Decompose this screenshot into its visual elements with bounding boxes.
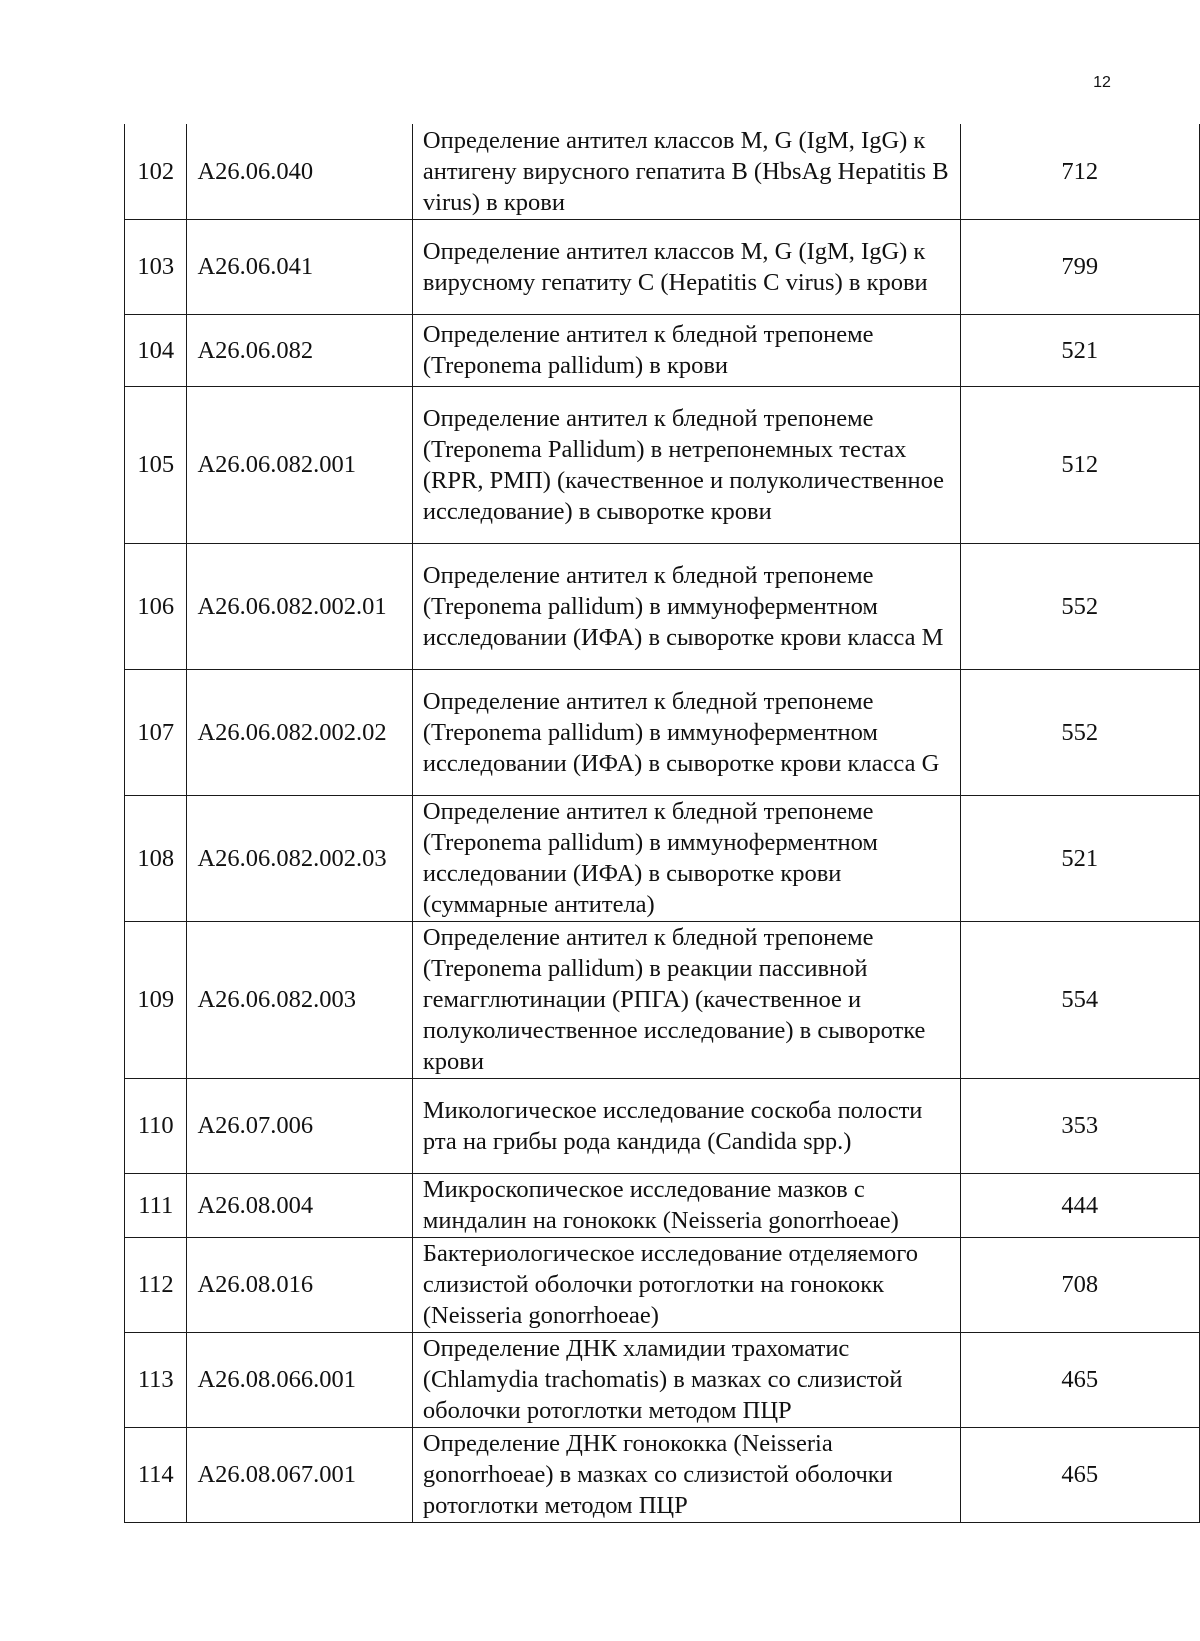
row-number: 104 [125, 314, 187, 386]
service-code: А26.06.082 [187, 314, 412, 386]
row-number: 109 [125, 921, 187, 1078]
service-code: А26.08.066.001 [187, 1332, 412, 1427]
service-code: А26.08.016 [187, 1237, 412, 1332]
service-code: А26.06.082.001 [187, 386, 412, 543]
service-price: 552 [960, 543, 1199, 669]
service-price: 708 [960, 1237, 1199, 1332]
service-code: А26.06.082.002.02 [187, 669, 412, 795]
service-price: 444 [960, 1173, 1199, 1237]
service-price: 521 [960, 795, 1199, 921]
service-code: А26.08.004 [187, 1173, 412, 1237]
table-row [125, 124, 1200, 219]
page-number: 12 [1093, 74, 1111, 91]
service-name: Определение ДНК хламидии трахоматис (Chlamydia trachomatis) в мазках со слизистой оболочки ротоглотки методом ПЦР [412, 1332, 960, 1427]
row-number: 108 [125, 795, 187, 921]
service-name: Микологическое исследование соскоба полости рта на грибы рода кандида (Candida spp.) [412, 1078, 960, 1173]
table-row [125, 1078, 1200, 1173]
service-name: Бактериологическое исследование отделяемого слизистой оболочки ротоглотки на гонококк (Neisseria gonorrhoeae) [412, 1237, 960, 1332]
service-price: 465 [960, 1332, 1199, 1427]
service-code: А26.06.082.002.03 [187, 795, 412, 921]
table-row [125, 219, 1200, 314]
row-number: 110 [125, 1078, 187, 1173]
row-number: 107 [125, 669, 187, 795]
service-code: А26.06.041 [187, 219, 412, 314]
row-number: 111 [125, 1173, 187, 1237]
service-name: Определение антител классов М, G (IgM, IgG) к вирусному гепатиту С (Hepatitis С virus) в крови [412, 219, 960, 314]
service-name: Определение антител к бледной трепонеме (Treponema pallidum) в реакции пассивной гемагглютинации (РПГА) (качественное и полуколичественное исследование) в сыворотке крови [412, 921, 960, 1078]
service-name: Определение антител к бледной трепонеме (Treponema pallidum) в иммуноферментном исследовании (ИФА) в сыворотке крови (суммарные антитела) [412, 795, 960, 921]
service-name: Определение антител к бледной трепонеме (Treponema pallidum) в иммуноферментном исследовании (ИФА) в сыворотке крови класса М [412, 543, 960, 669]
table-row [125, 1427, 1200, 1522]
service-price: 554 [960, 921, 1199, 1078]
table-row [125, 314, 1200, 386]
service-name: Определение антител классов М, G (IgM, IgG) к антигену вирусного гепатита В (HbsAg Hepatitis В virus) в крови [412, 124, 960, 219]
service-code: А26.06.082.002.01 [187, 543, 412, 669]
service-price: 552 [960, 669, 1199, 795]
service-price: 465 [960, 1427, 1199, 1522]
row-number: 102 [125, 124, 187, 219]
service-code: А26.06.082.003 [187, 921, 412, 1078]
row-number: 113 [125, 1332, 187, 1427]
table-row [125, 543, 1200, 669]
service-price: 521 [960, 314, 1199, 386]
service-name: Определение антител к бледной трепонеме (Treponema pallidum) в крови [412, 314, 960, 386]
service-price: 799 [960, 219, 1199, 314]
service-name: Определение антител к бледной трепонеме (Treponema Pallidum) в нетрепонемных тестах (RPR, РМП) (качественное и полуколичественное исследование) в сыворотке крови [412, 386, 960, 543]
row-number: 103 [125, 219, 187, 314]
service-price: 712 [960, 124, 1199, 219]
table-row [125, 795, 1200, 921]
table-row [125, 1332, 1200, 1427]
service-name: Микроскопическое исследование мазков с миндалин на гонококк (Neisseria gonorrhoeae) [412, 1173, 960, 1237]
service-price: 512 [960, 386, 1199, 543]
service-code: А26.08.067.001 [187, 1427, 412, 1522]
table-row [125, 921, 1200, 1078]
service-name: Определение ДНК гонококка (Neisseria gonorrhoeae) в мазках со слизистой оболочки ротоглотки методом ПЦР [412, 1427, 960, 1522]
service-name: Определение антител к бледной трепонеме (Treponema pallidum) в иммуноферментном исследовании (ИФА) в сыворотке крови класса G [412, 669, 960, 795]
row-number: 105 [125, 386, 187, 543]
row-number: 106 [125, 543, 187, 669]
table-row [125, 1237, 1200, 1332]
service-price: 353 [960, 1078, 1199, 1173]
service-code: А26.06.040 [187, 124, 412, 219]
row-number: 114 [125, 1427, 187, 1522]
service-code: А26.07.006 [187, 1078, 412, 1173]
table-row [125, 669, 1200, 795]
price-table [124, 124, 1200, 1523]
table-row [125, 386, 1200, 543]
table-row [125, 1173, 1200, 1237]
row-number: 112 [125, 1237, 187, 1332]
